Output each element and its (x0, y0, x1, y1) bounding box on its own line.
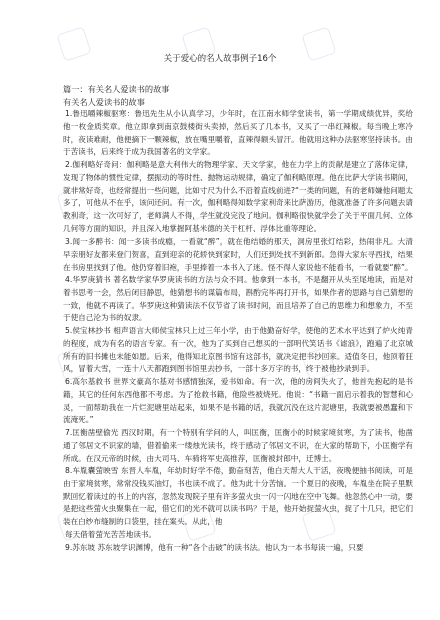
story-paragraph-1: 1.鲁迅嚼辣椒驱寒：鲁迅先生从小认真学习，少年时，在江南水师学堂读书，第一学期成绩优异，奖给他一枚金质奖章。他立即拿到南京鼓楼街头卖掉，然后买了几本书，又买了一串红辣椒。每当晚上寒冷时，夜读难耐，他便摘下一颗辣椒，放在嘴里嚼着，直辣得额头冒汗。他就用这种办法驱寒坚持读书。由于苦读书，后来终于成为我国著名的文学家。 (63, 109, 413, 157)
page-title: 关于爱心的名人故事例子16个 (163, 54, 277, 64)
story-paragraph-3: 3.闻一多醉书：闻一多读书成瘾，一看就“醉”，就在他结婚的那天，洞房里张灯结彩，热闹非凡。大清早亲朋好友都来登门贺喜，直到迎亲的花轿快到家时，人们还到处找不到新郎。急得大家东寻西找，结果在书房里找到了他。他仍穿着旧袍，手里捧着一本书入了迷。怪不得人家说他不能看书，一看就要“醉”。 (63, 237, 413, 272)
subheading: 有关名人爱读书的故事 (63, 97, 145, 107)
story-paragraph-7: 7.匡衡凿壁偷光 西汉时期，有一个特别有学问的人，叫匡衡，匡衡小的时候家境贫寒，为了读书，他凿通了邻居文不识家的墙，借着偷来一缕烛光读书，终于感动了邻居文不识，在大家的帮助下，小匡衡学有所成。在汉元帝的时候，由大司马、车骑将军史高推荐，匡衡被封郎中，迁博士。 (63, 428, 413, 463)
story-paragraph-6: 6.高尔基救书 世界文豪高尔基对书感情独深，爱书如命。有一次，他的房间失火了，他首先抱起的是书籍，其它的任何东西他都不考虑。为了抢救书籍，他险些被烧死。他说：“书籍一面启示着我的智慧和心灵，一面帮助我在一片烂泥塘里站起来，如果不是书籍的话，我就沉没在这片泥塘里，我就要被愚蠢和下流淹死。” (63, 377, 413, 425)
story-paragraph-5: 5.侯宝林抄书 相声语言大师侯宝林只上过三年小学，由于他勤奋好学，使他的艺术水平达到了炉火纯青的程度，成为有名的语言专家。有一次，他为了买到自己想买的一部明代笑话书《谑浪》，跑遍了北京城所有的旧书摊也未能如愿。后来，他得知北京图书馆有这部书，就决定把书抄回来。适值冬日，他顶着狂风，冒着大雪，一连十八天都跑到图书馆里去抄书，一部十多万字的书，终于被他抄录到手。 (63, 326, 413, 374)
section-heading: 篇一：有关名人爱读书的故事 (63, 84, 170, 94)
story-paragraph-4: 4.华罗庚猜书 著名数学家华罗庚读书的方法与众不同。他拿到一本书，不是翻开从头至尾地读，而是对着书思考一会，然后闭目静思，他猜想书的谋篇布局，斟酌完毕再打开书，如果作者的思路与自己猜想的一致，他就不再读了。华罗庚这种猜读法不仅节省了读书时间，而且培养了自己的思维力和想象力，不至于使自己沦为书的奴隶。 (63, 275, 413, 323)
story-paragraph-8: 8.车胤囊萤映雪 东晋人车胤，年幼时好学不倦，勤奋刻苦，他白天帮大人干活，夜晚便抽书阅读，可是由于家境贫寒，常常没钱买油灯，书也读不成了。他为此十分苦恼。一个夏日的夜晚，车胤坐在院子里默默回忆着读过的书上的内容，忽然发现院子里有许多萤火虫一闪一闪地在空中飞舞。他忽然心中一动，要是把这些萤火虫聚集在一起，借它们的光不就可以读书吗？于是，他开始捉萤火虫，捉了十几只，把它们装在白纱布缝制的口袋里，挂在案头。从此，他 (63, 466, 413, 527)
story-paragraph-9: 9.苏东坡 苏东坡学识渊博，他有一种“各个击破”的读书法。他认为一本书每读一遍，只要 (65, 543, 364, 552)
story-paragraph-2: 2.伽利略好奇问：伽利略是意大利伟大的物理学家、天文学家，他在力学上的贡献是建立了落体定律，发现了物体的惯性定律，摆振动的等时性、抛物运动规律，确定了伽利略原理。他在比萨大学读书期间，就非常好奇，也经常提出一些问题，比如寸尺为什么不沿着直线前进?“一类的问题，有的老师嫌他问题太多了，可他从不在乎，该问还问。有一次，伽利略得知数学家利奇来比萨游历，他就准备了许多问题去请教利奇，这一次可好了，老师满人不得，学生就没完没了地问。伽利略很快就学会了关于平面几何、立体几何等方面的知识，并且深入地掌握阿基米德的关于杠杆、浮体比重等理论。 (63, 160, 413, 233)
story-paragraph-8-continued: 每天借着萤光苦苦地读书。 (65, 530, 157, 539)
